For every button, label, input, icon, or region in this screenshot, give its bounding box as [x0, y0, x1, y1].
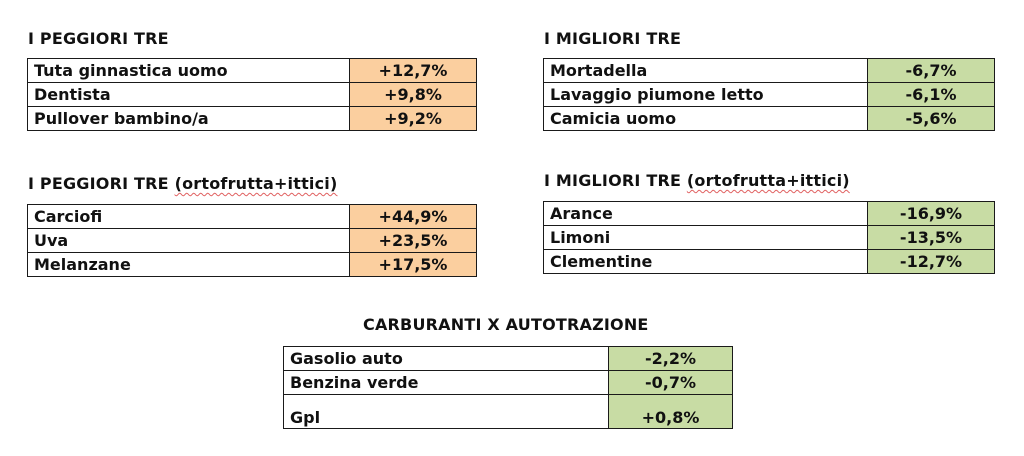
- table-row: [544, 59, 995, 83]
- item-value: -13,5%: [868, 226, 995, 250]
- item-label: Pullover bambino/a: [28, 107, 350, 131]
- table-row: [284, 347, 733, 371]
- table-row: [28, 59, 477, 83]
- best-three-title: I MIGLIORI TRE: [544, 29, 682, 48]
- item-label: Gpl: [284, 395, 609, 429]
- table-row: [544, 250, 995, 274]
- fuels-table: [283, 346, 733, 429]
- item-value: -0,7%: [609, 371, 733, 395]
- table-row: [28, 205, 477, 229]
- item-value: +12,7%: [350, 59, 477, 83]
- item-label: Melanzane: [28, 253, 350, 277]
- best-three-produce-title: [544, 172, 850, 190]
- best-three-produce-table: [543, 201, 995, 274]
- title-suffix: (ortofrutta+ittici): [686, 171, 850, 190]
- item-label: Camicia uomo: [544, 107, 868, 131]
- item-label: Lavaggio piumone letto: [544, 83, 868, 107]
- fuels-title: CARBURANTI X AUTOTRAZIONE: [363, 315, 649, 334]
- item-value: +9,8%: [350, 83, 477, 107]
- item-value: -12,7%: [868, 250, 995, 274]
- item-label: Mortadella: [544, 59, 868, 83]
- item-value: +17,5%: [350, 253, 477, 277]
- item-label: Tuta ginnastica uomo: [28, 59, 350, 83]
- worst-three-produce-table: [27, 204, 477, 277]
- title-prefix: I MIGLIORI TRE: [544, 171, 687, 190]
- worst-three-title: I PEGGIORI TRE: [28, 29, 169, 48]
- worst-three-produce-title: [28, 175, 338, 193]
- item-value: -2,2%: [609, 347, 733, 371]
- item-label: Clementine: [544, 250, 868, 274]
- table-row: [28, 107, 477, 131]
- item-label: Dentista: [28, 83, 350, 107]
- item-label: Gasolio auto: [284, 347, 609, 371]
- item-value: -5,6%: [868, 107, 995, 131]
- item-label: Benzina verde: [284, 371, 609, 395]
- table-row: [284, 371, 733, 395]
- table-row: [28, 83, 477, 107]
- item-value: +0,8%: [609, 395, 733, 429]
- item-value: +9,2%: [350, 107, 477, 131]
- item-value: -16,9%: [868, 202, 995, 226]
- item-label: Arance: [544, 202, 868, 226]
- worst-three-table: [27, 58, 477, 131]
- title-prefix: I PEGGIORI TRE: [28, 174, 175, 193]
- item-label: Uva: [28, 229, 350, 253]
- table-row: [544, 83, 995, 107]
- title-suffix: (ortofrutta+ittici): [174, 174, 338, 193]
- table-row: [544, 202, 995, 226]
- item-label: Carciofi: [28, 205, 350, 229]
- best-three-table: [543, 58, 995, 131]
- table-row: [284, 395, 733, 429]
- item-value: +44,9%: [350, 205, 477, 229]
- table-row: [28, 253, 477, 277]
- table-row: [28, 229, 477, 253]
- table-row: [544, 226, 995, 250]
- table-row: [544, 107, 995, 131]
- item-label: Limoni: [544, 226, 868, 250]
- item-value: -6,1%: [868, 83, 995, 107]
- item-value: -6,7%: [868, 59, 995, 83]
- item-value: +23,5%: [350, 229, 477, 253]
